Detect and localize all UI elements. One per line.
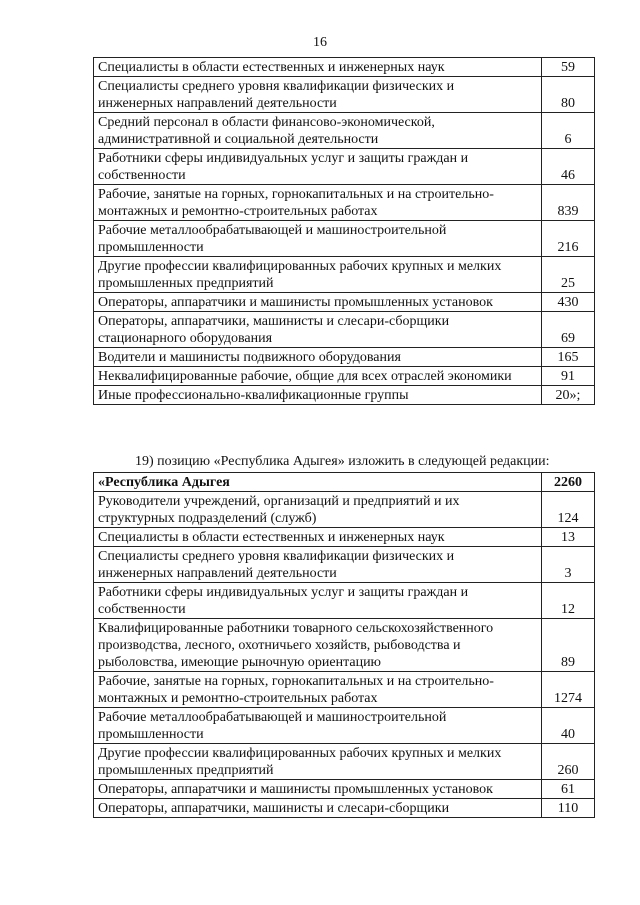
table-1-body: [94, 58, 595, 405]
occupation-group-count: 124: [542, 492, 595, 528]
occupation-group-count: 59: [542, 58, 595, 77]
occupation-group-label: Руководители учреждений, организаций и предприятий и их структурных подразделений (служб): [94, 492, 542, 528]
occupation-group-count: 25: [542, 257, 595, 293]
occupation-group-count: 12: [542, 583, 595, 619]
table-row: [94, 367, 595, 386]
occupation-group-count: 110: [542, 799, 595, 818]
table-row: [94, 528, 595, 547]
occupation-group-count: 46: [542, 149, 595, 185]
occupation-group-label: Специалисты среднего уровня квалификации физических и инженерных направлений деятельности: [94, 77, 542, 113]
occupation-group-count: 3: [542, 547, 595, 583]
amendment-intro: 19) позицию «Республика Адыгея» изложить в следующей редакции:: [135, 454, 550, 469]
occupation-group-label: Другие профессии квалифицированных рабочих крупных и мелких промышленных предприятий: [94, 744, 542, 780]
occupation-group-count: 6: [542, 113, 595, 149]
table-row: [94, 547, 595, 583]
occupation-group-label: Рабочие металлообрабатывающей и машиностроительной промышленности: [94, 221, 542, 257]
table-row: [94, 744, 595, 780]
occupation-group-label: Операторы, аппаратчики, машинисты и слесари-сборщики: [94, 799, 542, 818]
occupation-group-count: 89: [542, 619, 595, 672]
table-row: [94, 221, 595, 257]
occupation-group-count: 61: [542, 780, 595, 799]
table-row: [94, 58, 595, 77]
table-1: [93, 57, 595, 405]
region-name: «Республика Адыгея: [94, 473, 542, 492]
occupation-group-label: Другие профессии квалифицированных рабочих крупных и мелких промышленных предприятий: [94, 257, 542, 293]
occupation-group-count: 40: [542, 708, 595, 744]
occupation-group-label: Работники сферы индивидуальных услуг и защиты граждан и собственности: [94, 149, 542, 185]
occupation-group-label: Неквалифицированные рабочие, общие для всех отраслей экономики: [94, 367, 542, 386]
table-row: [94, 257, 595, 293]
page-number: 16: [313, 35, 327, 50]
occupation-group-label: Рабочие, занятые на горных, горнокапитальных и на строительно-монтажных и ремонтно-строительных работах: [94, 672, 542, 708]
occupation-group-label: Водители и машинисты подвижного оборудования: [94, 348, 542, 367]
table-row: [94, 708, 595, 744]
occupation-group-label: Операторы, аппаратчики и машинисты промышленных установок: [94, 780, 542, 799]
occupation-group-label: Операторы, аппаратчики и машинисты промышленных установок: [94, 293, 542, 312]
table-row: [94, 492, 595, 528]
table-row: [94, 185, 595, 221]
table-row: [94, 799, 595, 818]
table-row: [94, 113, 595, 149]
occupation-group-count: 69: [542, 312, 595, 348]
table-2-header-row: [94, 473, 595, 492]
occupation-group-count: 91: [542, 367, 595, 386]
table-row: [94, 780, 595, 799]
table-2-body: [94, 473, 595, 818]
occupation-group-label: Средний персонал в области финансово-экономической, административной и социальной деятельности: [94, 113, 542, 149]
table-row: [94, 672, 595, 708]
table-row: [94, 619, 595, 672]
occupation-group-count: 839: [542, 185, 595, 221]
occupation-group-label: Рабочие металлообрабатывающей и машиностроительной промышленности: [94, 708, 542, 744]
occupation-group-label: Специалисты среднего уровня квалификации физических и инженерных направлений деятельности: [94, 547, 542, 583]
table-row: [94, 386, 595, 405]
table-row: [94, 583, 595, 619]
occupation-group-label: Рабочие, занятые на горных, горнокапитальных и на строительно-монтажных и ремонтно-строительных работах: [94, 185, 542, 221]
occupation-group-count: 430: [542, 293, 595, 312]
table-row: [94, 312, 595, 348]
occupation-group-count: 13: [542, 528, 595, 547]
region-total: 2260: [542, 473, 595, 492]
table-2: [93, 472, 595, 818]
occupation-group-count: 80: [542, 77, 595, 113]
occupation-group-label: Операторы, аппаратчики, машинисты и слесари-сборщики стационарного оборудования: [94, 312, 542, 348]
occupation-group-label: Квалифицированные работники товарного сельскохозяйственного производства, лесного, охотничьего хозяйств, рыбоводства и рыболовства, имеющие рыночную ориентацию: [94, 619, 542, 672]
occupation-group-label: Специалисты в области естественных и инженерных наук: [94, 58, 542, 77]
occupation-group-count: 216: [542, 221, 595, 257]
occupation-group-count: 1274: [542, 672, 595, 708]
table-row: [94, 149, 595, 185]
occupation-group-count: 260: [542, 744, 595, 780]
table-row: [94, 293, 595, 312]
table-row: [94, 348, 595, 367]
occupation-group-label: Иные профессионально-квалификационные группы: [94, 386, 542, 405]
occupation-group-count: 20»;: [542, 386, 595, 405]
occupation-group-label: Работники сферы индивидуальных услуг и защиты граждан и собственности: [94, 583, 542, 619]
table-row: [94, 77, 595, 113]
occupation-group-count: 165: [542, 348, 595, 367]
occupation-group-label: Специалисты в области естественных и инженерных наук: [94, 528, 542, 547]
